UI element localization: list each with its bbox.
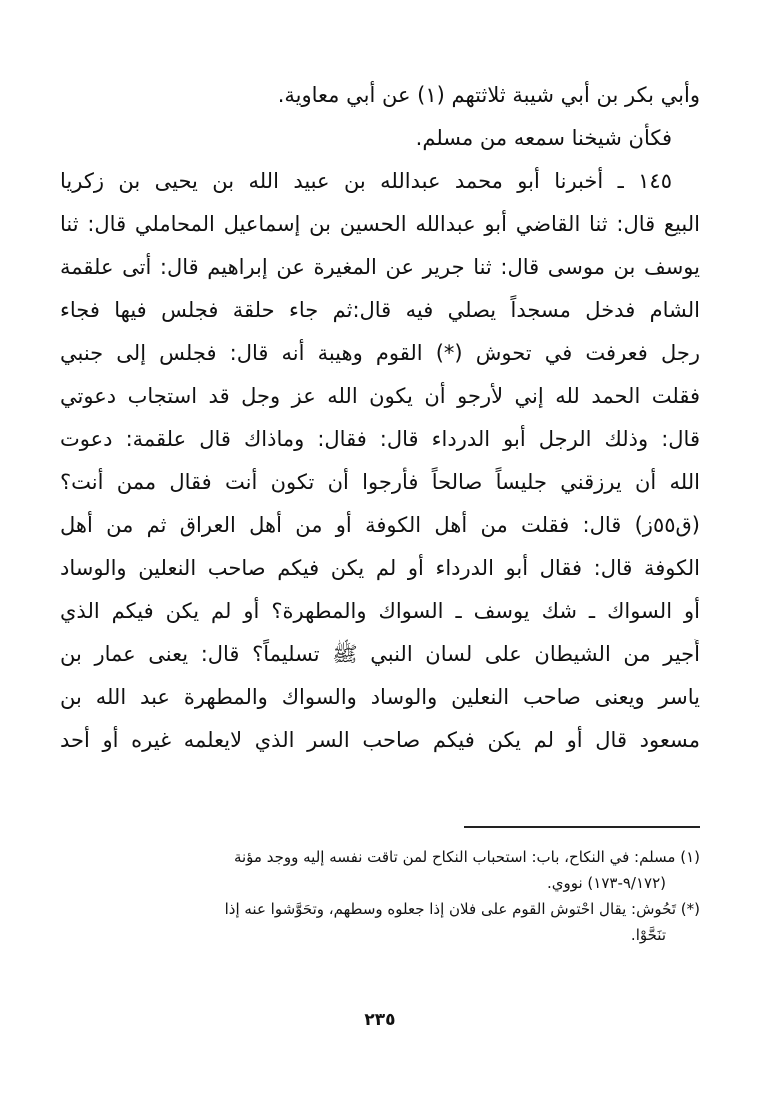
text-line-4: البيع قال: ثنا القاضي أبو عبدالله الحسين بن إسماعيل المحاملي قال: ثنا (60, 212, 700, 236)
footnote-1-line-2: (٩/١٧٢-١٧٣) نووي. (546, 874, 666, 892)
main-text-block (60, 80, 700, 768)
hadith-145-opening-line: ١٤٥ ـ أخبرنا أبو محمد عبدالله بن عبيد الله بن يحيى بن زكريا (60, 169, 672, 193)
text-line-2: فكأن شيخنا سمعه من مسلم. (415, 126, 672, 150)
text-line-12: الكوفة قال: فقال أبو الدرداء أو لم يكن فيكم صاحب النعلين والوساد (60, 556, 700, 580)
text-line-7: رجل فعرفت في تحوش (*) القوم وهيبة أنه قال: فجلس إلى جنبي (60, 341, 700, 365)
text-line-14: أُجير من الشيطان على لسان النبي ﷺ تسليماً؟ قال: يعنى عمار بن (60, 642, 700, 666)
text-line-5: يوسف بن موسى قال: ثنا جرير عن المغيرة عن إبراهيم قال: أتى علقمة (60, 255, 700, 279)
page-number: ٢٣٥ (364, 1010, 396, 1030)
footnote-divider (464, 826, 700, 828)
text-line-15: ياسر ويعنى صاحب النعلين والوساد والسواك والمطهرة عبد الله بن (60, 685, 700, 709)
text-line-8: فقلت الحمد لله إني لأرجو أن يكون الله عز وجل قد استجاب دعوتي (60, 384, 700, 408)
text-line-9: قال: وذلك الرجل أبو الدرداء قال: فقال: وماذاك قال علقمة: دعوت (60, 427, 700, 451)
text-line-11: (ق٥٥ز) قال: فقلت من أهل الكوفة أو من أهل العراق ثم من أهل (60, 513, 700, 537)
footnote-1-line-1: (١) مسلم: في النكاح، باب: استحباب النكاح لمن تاقت نفسه إليه ووجد مؤنة (233, 848, 700, 866)
footnote-star-line-2: تنَحَّوْا. (630, 926, 666, 944)
text-line-1: وأبي بكر بن أبي شيبة ثلاثتهم (١) عن أبي معاوية. (277, 83, 700, 107)
text-line-10: الله أن يرزقني جليساً صالحاً فأرجوا أن تكون أنت فقال ممن أنت؟ (60, 470, 700, 494)
footnotes-block (60, 846, 700, 950)
text-line-16: مسعود قال أو لم يكن فيكم صاحب السر الذي لايعلمه غيره أو أحد (60, 728, 700, 752)
footnote-star-line-1: (*) تَحُوش: يقال احْتوش القوم على فلان إذا جعلوه وسطهم، وتحَوَّشوا عنه إذا (224, 900, 700, 918)
text-line-6: الشام فدخل مسجداً يصلي فيه قال:ثم جاء حلقة فجلس فيها فجاء (60, 298, 700, 322)
text-line-13: أو السواك ـ شك يوسف ـ السواك والمطهرة؟ أو لم يكن فيكم الذي (60, 599, 700, 623)
